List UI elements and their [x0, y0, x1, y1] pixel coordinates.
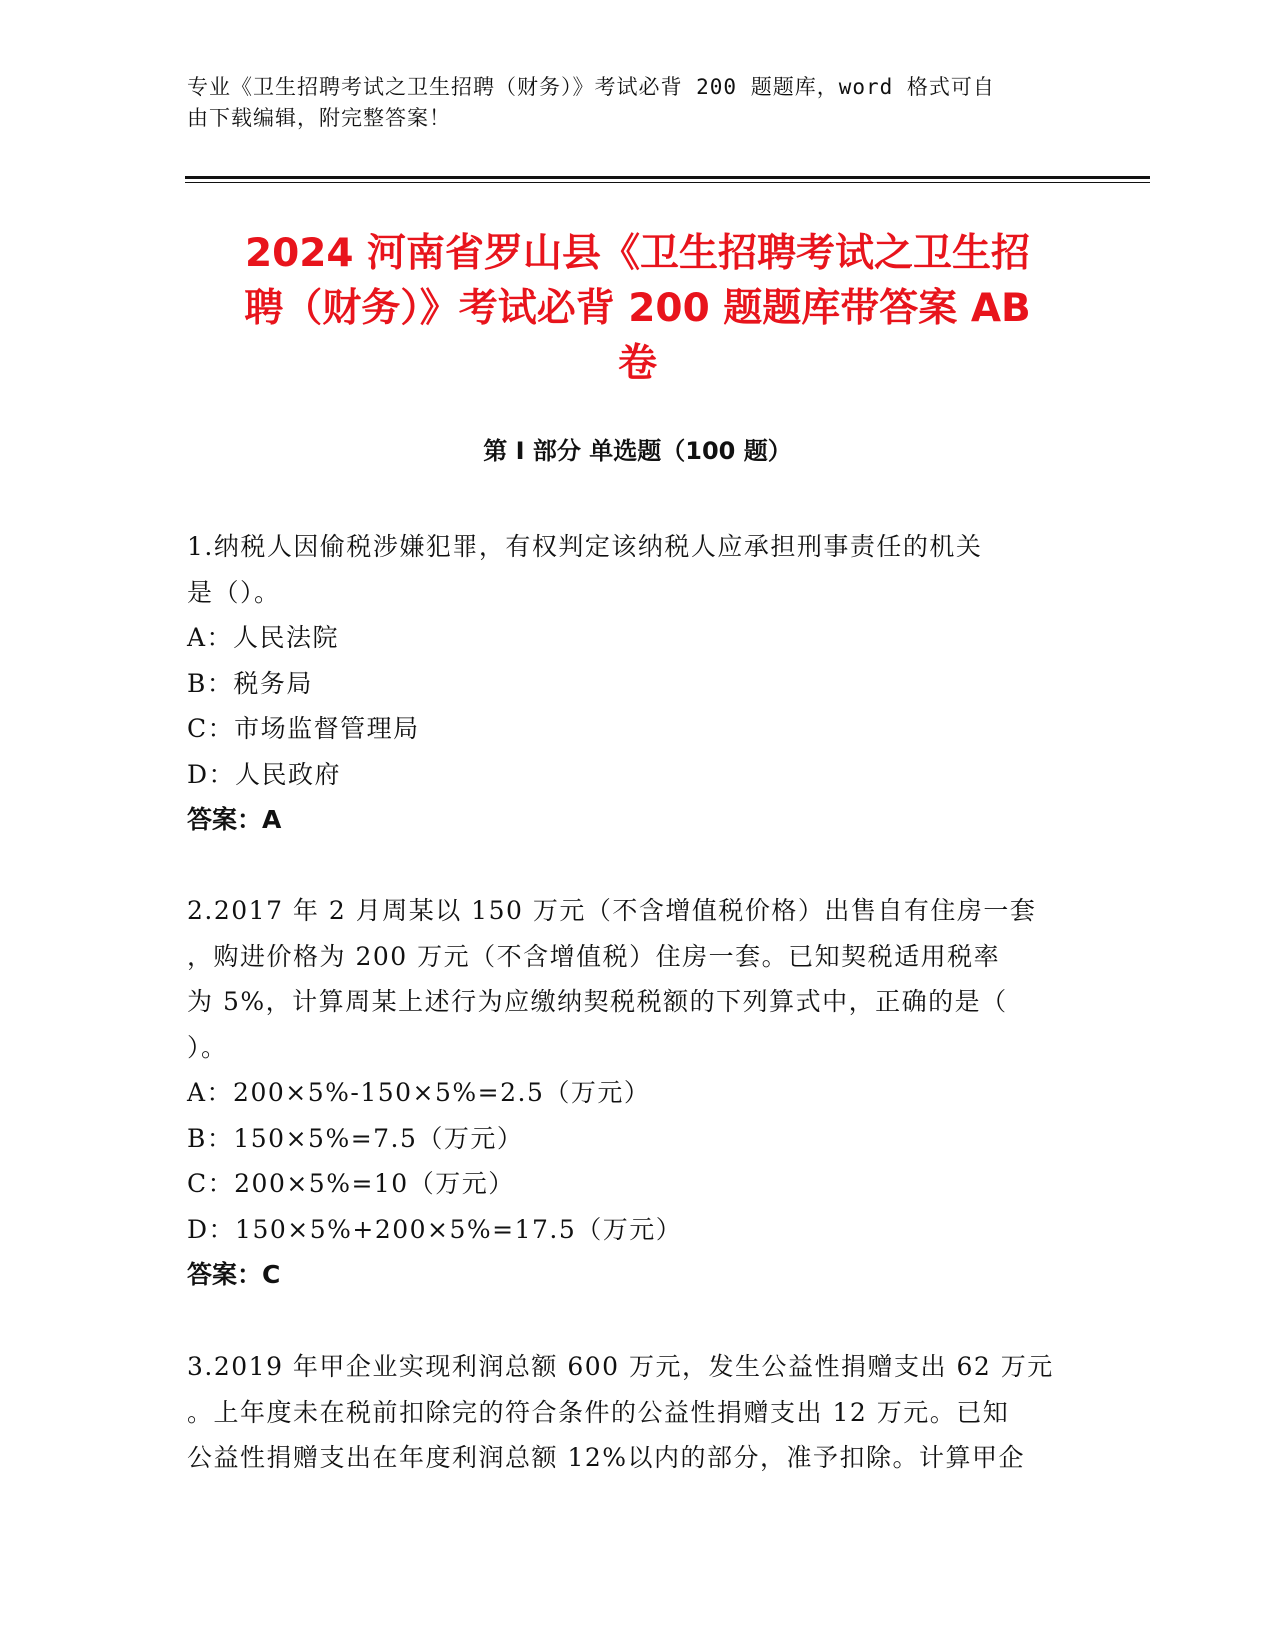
question-3: [187, 1344, 1092, 1481]
question-stem-line: 。上年度未在税前扣除完的符合条件的公益性捐赠支出 12 万元。已知: [187, 1397, 1010, 1427]
option-d: D：人民政府: [187, 759, 342, 789]
question-2: [187, 888, 1092, 1298]
question-stem-line: 1.纳税人因偷税涉嫌犯罪，有权判定该纳税人应承担刑事责任的机关: [187, 532, 983, 561]
header-note: [187, 72, 1087, 134]
section-title: 第 I 部分 单选题（100 题）: [483, 437, 792, 465]
question-stem-line: 3.2019 年甲企业实现利润总额 600 万元，发生公益性捐赠支出 62 万元: [187, 1352, 1054, 1381]
option-a: A：人民法院: [187, 623, 340, 652]
question-stem-line: 是（）。: [187, 577, 281, 607]
option-a: A：200×5%-150×5%=2.5（万元）: [187, 1078, 651, 1107]
question-stem-line: 公益性捐赠支出在年度利润总额 12%以内的部分，准予扣除。计算甲企: [187, 1443, 1026, 1472]
header-note-line: 专业《卫生招聘考试之卫生招聘（财务）》考试必背 200 题题库，word 格式可自: [187, 75, 995, 99]
option-c: C：市场监督管理局: [187, 714, 420, 743]
question-stem-line: 为 5%，计算周某上述行为应缴纳契税税额的下列算式中，正确的是（: [187, 987, 1008, 1016]
question-stem-line: 2.2017 年 2 月周某以 150 万元（不含增值税价格）出售自有住房一套: [187, 896, 1037, 925]
header-divider-thin: [185, 182, 1150, 183]
document-title-line: 卷: [617, 341, 657, 386]
answer: 答案：A: [187, 805, 282, 834]
option-d: D：150×5%+200×5%=17.5（万元）: [187, 1214, 683, 1244]
document-title: [160, 226, 1115, 391]
question-1: [187, 524, 1092, 843]
document-title-line: 聘（财务）》考试必背 200 题题库带答案 AB: [244, 286, 1031, 331]
document-title-line: 2024 河南省罗山县《卫生招聘考试之卫生招: [244, 231, 1031, 276]
option-c: C：200×5%=10（万元）: [187, 1169, 515, 1198]
option-b: B：税务局: [187, 668, 313, 698]
question-stem-line: ，购进价格为 200 万元（不含增值税）住房一套。已知契税适用税率: [187, 941, 1001, 971]
header-divider: [185, 176, 1150, 179]
answer: 答案：C: [187, 1260, 281, 1289]
header-note-line: 由下载编辑，附完整答案！: [187, 106, 451, 130]
question-stem-line: ）。: [187, 1032, 228, 1062]
option-b: B：150×5%=7.5（万元）: [187, 1123, 524, 1153]
